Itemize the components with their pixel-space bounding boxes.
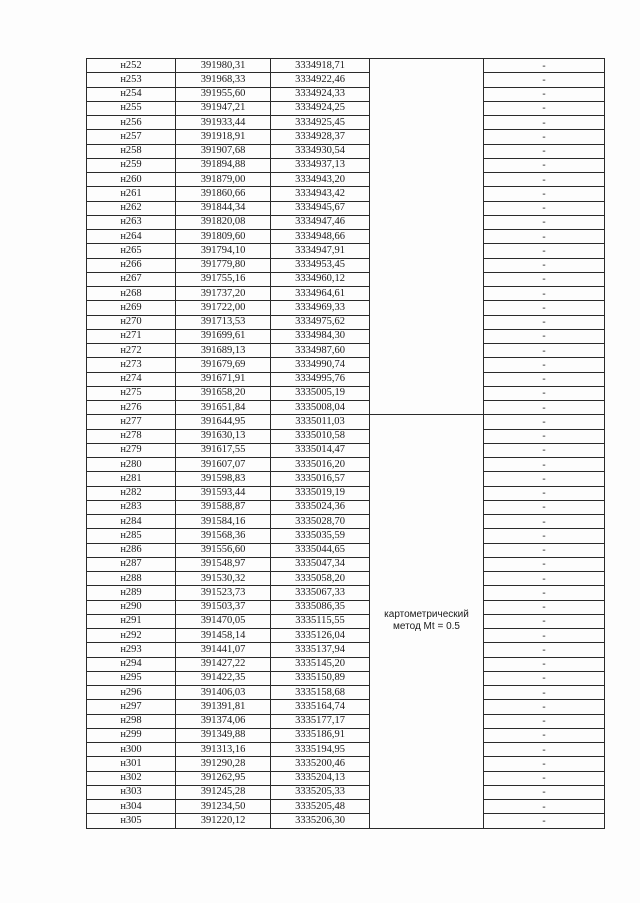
point-name-cell: н279 [87,443,176,457]
point-name-cell: н295 [87,671,176,685]
coordinates-table [86,58,605,829]
accuracy-cell: - [484,614,605,628]
table-row [87,671,605,685]
x-coordinate-cell: 391809,60 [176,230,271,244]
coordinates-table-body [87,59,605,829]
x-coordinate-cell: 391844,34 [176,201,271,215]
table-row [87,101,605,115]
y-coordinate-cell: 3335016,57 [271,472,370,486]
y-coordinate-cell: 3334987,60 [271,344,370,358]
accuracy-cell: - [484,301,605,315]
x-coordinate-cell: 391651,84 [176,401,271,415]
accuracy-cell: - [484,728,605,742]
y-coordinate-cell: 3335115,55 [271,614,370,628]
y-coordinate-cell: 3335044,65 [271,543,370,557]
method-cell-empty [370,59,484,415]
point-name-cell: н292 [87,629,176,643]
x-coordinate-cell: 391617,55 [176,443,271,457]
x-coordinate-cell: 391794,10 [176,244,271,258]
table-row [87,358,605,372]
table-row [87,244,605,258]
y-coordinate-cell: 3335067,33 [271,586,370,600]
x-coordinate-cell: 391220,12 [176,814,271,828]
accuracy-cell: - [484,230,605,244]
x-coordinate-cell: 391568,36 [176,529,271,543]
table-row [87,372,605,386]
point-name-cell: н253 [87,73,176,87]
y-coordinate-cell: 3334943,42 [271,187,370,201]
table-row [87,629,605,643]
table-row [87,158,605,172]
y-coordinate-cell: 3335164,74 [271,700,370,714]
accuracy-cell: - [484,244,605,258]
table-row [87,87,605,101]
table-row [87,130,605,144]
table-row [87,800,605,814]
x-coordinate-cell: 391406,03 [176,686,271,700]
y-coordinate-cell: 3334924,33 [271,87,370,101]
accuracy-cell: - [484,771,605,785]
method-cell [370,415,484,828]
point-name-cell: н299 [87,728,176,742]
x-coordinate-cell: 391548,97 [176,557,271,571]
x-coordinate-cell: 391530,32 [176,572,271,586]
table-row [87,557,605,571]
point-name-cell: н268 [87,287,176,301]
table-row [87,586,605,600]
accuracy-cell: - [484,272,605,286]
point-name-cell: н257 [87,130,176,144]
accuracy-cell: - [484,785,605,799]
y-coordinate-cell: 3335126,04 [271,629,370,643]
point-name-cell: н304 [87,800,176,814]
y-coordinate-cell: 3335086,35 [271,600,370,614]
y-coordinate-cell: 3335137,94 [271,643,370,657]
x-coordinate-cell: 391584,16 [176,515,271,529]
point-name-cell: н277 [87,415,176,429]
point-name-cell: н283 [87,500,176,514]
point-name-cell: н298 [87,714,176,728]
x-coordinate-cell: 391947,21 [176,101,271,115]
y-coordinate-cell: 3334969,33 [271,301,370,315]
y-coordinate-cell: 3335016,20 [271,458,370,472]
accuracy-cell: - [484,657,605,671]
point-name-cell: н270 [87,315,176,329]
accuracy-cell: - [484,700,605,714]
point-name-cell: н271 [87,329,176,343]
table-row [87,144,605,158]
accuracy-cell: - [484,714,605,728]
x-coordinate-cell: 391630,13 [176,429,271,443]
table-row [87,500,605,514]
accuracy-cell: - [484,415,605,429]
accuracy-cell: - [484,101,605,115]
x-coordinate-cell: 391689,13 [176,344,271,358]
x-coordinate-cell: 391422,35 [176,671,271,685]
table-row [87,543,605,557]
accuracy-cell: - [484,443,605,457]
y-coordinate-cell: 3335014,47 [271,443,370,457]
table-row [87,415,605,429]
y-coordinate-cell: 3334937,13 [271,158,370,172]
accuracy-cell: - [484,173,605,187]
table-row [87,59,605,73]
accuracy-cell: - [484,557,605,571]
accuracy-cell: - [484,329,605,343]
point-name-cell: н289 [87,586,176,600]
x-coordinate-cell: 391658,20 [176,386,271,400]
accuracy-cell: - [484,116,605,130]
table-row [87,785,605,799]
point-name-cell: н255 [87,101,176,115]
table-row [87,572,605,586]
table-row [87,643,605,657]
accuracy-cell: - [484,800,605,814]
point-name-cell: н267 [87,272,176,286]
table-row [87,386,605,400]
y-coordinate-cell: 3335150,89 [271,671,370,685]
y-coordinate-cell: 3335011,03 [271,415,370,429]
accuracy-cell: - [484,258,605,272]
y-coordinate-cell: 3334922,46 [271,73,370,87]
y-coordinate-cell: 3334947,46 [271,215,370,229]
x-coordinate-cell: 391860,66 [176,187,271,201]
y-coordinate-cell: 3335206,30 [271,814,370,828]
y-coordinate-cell: 3334943,20 [271,173,370,187]
y-coordinate-cell: 3334995,76 [271,372,370,386]
x-coordinate-cell: 391894,88 [176,158,271,172]
accuracy-cell: - [484,671,605,685]
y-coordinate-cell: 3334925,45 [271,116,370,130]
table-row [87,700,605,714]
accuracy-cell: - [484,472,605,486]
x-coordinate-cell: 391644,95 [176,415,271,429]
y-coordinate-cell: 3334953,45 [271,258,370,272]
y-coordinate-cell: 3335177,17 [271,714,370,728]
point-name-cell: н297 [87,700,176,714]
y-coordinate-cell: 3334947,91 [271,244,370,258]
point-name-cell: н281 [87,472,176,486]
y-coordinate-cell: 3335058,20 [271,572,370,586]
point-name-cell: н274 [87,372,176,386]
point-name-cell: н302 [87,771,176,785]
x-coordinate-cell: 391262,95 [176,771,271,785]
point-name-cell: н276 [87,401,176,415]
accuracy-cell: - [484,87,605,101]
x-coordinate-cell: 391980,31 [176,59,271,73]
x-coordinate-cell: 391290,28 [176,757,271,771]
point-name-cell: н269 [87,301,176,315]
table-row [87,429,605,443]
x-coordinate-cell: 391968,33 [176,73,271,87]
point-name-cell: н300 [87,743,176,757]
table-row [87,443,605,457]
point-name-cell: н256 [87,116,176,130]
accuracy-cell: - [484,757,605,771]
table-row [87,529,605,543]
table-row [87,458,605,472]
point-name-cell: н293 [87,643,176,657]
y-coordinate-cell: 3334924,25 [271,101,370,115]
accuracy-cell: - [484,629,605,643]
accuracy-cell: - [484,158,605,172]
table-row [87,187,605,201]
x-coordinate-cell: 391427,22 [176,657,271,671]
table-row [87,301,605,315]
accuracy-cell: - [484,130,605,144]
x-coordinate-cell: 391679,69 [176,358,271,372]
table-row [87,272,605,286]
accuracy-cell: - [484,386,605,400]
table-row [87,486,605,500]
table-row [87,344,605,358]
y-coordinate-cell: 3334975,62 [271,315,370,329]
table-row [87,230,605,244]
point-name-cell: н290 [87,600,176,614]
point-name-cell: н303 [87,785,176,799]
table-row [87,472,605,486]
point-name-cell: н286 [87,543,176,557]
x-coordinate-cell: 391737,20 [176,287,271,301]
table-row [87,743,605,757]
x-coordinate-cell: 391907,68 [176,144,271,158]
table-row [87,657,605,671]
point-name-cell: н305 [87,814,176,828]
y-coordinate-cell: 3335019,19 [271,486,370,500]
accuracy-cell: - [484,187,605,201]
point-name-cell: н266 [87,258,176,272]
point-name-cell: н288 [87,572,176,586]
y-coordinate-cell: 3334990,74 [271,358,370,372]
y-coordinate-cell: 3334928,37 [271,130,370,144]
y-coordinate-cell: 3334945,67 [271,201,370,215]
point-name-cell: н265 [87,244,176,258]
accuracy-cell: - [484,686,605,700]
point-name-cell: н262 [87,201,176,215]
method-line-1: картометрический [384,609,469,621]
y-coordinate-cell: 3335200,46 [271,757,370,771]
point-name-cell: н291 [87,614,176,628]
point-name-cell: н263 [87,215,176,229]
table-row [87,814,605,828]
x-coordinate-cell: 391879,00 [176,173,271,187]
accuracy-cell: - [484,201,605,215]
y-coordinate-cell: 3335145,20 [271,657,370,671]
accuracy-cell: - [484,358,605,372]
y-coordinate-cell: 3335194,95 [271,743,370,757]
table-row [87,600,605,614]
table-row [87,173,605,187]
table-row [87,686,605,700]
y-coordinate-cell: 3335005,19 [271,386,370,400]
accuracy-cell: - [484,73,605,87]
x-coordinate-cell: 391755,16 [176,272,271,286]
table-row [87,315,605,329]
x-coordinate-cell: 391374,06 [176,714,271,728]
table-row [87,771,605,785]
table-row [87,757,605,771]
accuracy-cell: - [484,287,605,301]
accuracy-cell: - [484,458,605,472]
y-coordinate-cell: 3335204,13 [271,771,370,785]
x-coordinate-cell: 391671,91 [176,372,271,386]
point-name-cell: н254 [87,87,176,101]
x-coordinate-cell: 391391,81 [176,700,271,714]
table-row [87,515,605,529]
table-row [87,614,605,628]
point-name-cell: н296 [87,686,176,700]
accuracy-cell: - [484,814,605,828]
x-coordinate-cell: 391523,73 [176,586,271,600]
y-coordinate-cell: 3334964,61 [271,287,370,301]
table-row [87,116,605,130]
accuracy-cell: - [484,401,605,415]
x-coordinate-cell: 391779,80 [176,258,271,272]
point-name-cell: н260 [87,173,176,187]
y-coordinate-cell: 3335024,36 [271,500,370,514]
accuracy-cell: - [484,215,605,229]
x-coordinate-cell: 391722,00 [176,301,271,315]
accuracy-cell: - [484,144,605,158]
accuracy-cell: - [484,600,605,614]
point-name-cell: н294 [87,657,176,671]
table-row [87,258,605,272]
accuracy-cell: - [484,59,605,73]
y-coordinate-cell: 3335010,58 [271,429,370,443]
y-coordinate-cell: 3335158,68 [271,686,370,700]
point-name-cell: н301 [87,757,176,771]
table-row [87,73,605,87]
y-coordinate-cell: 3335008,04 [271,401,370,415]
point-name-cell: н275 [87,386,176,400]
x-coordinate-cell: 391313,16 [176,743,271,757]
point-name-cell: н252 [87,59,176,73]
x-coordinate-cell: 391699,61 [176,329,271,343]
point-name-cell: н284 [87,515,176,529]
x-coordinate-cell: 391349,88 [176,728,271,742]
y-coordinate-cell: 3335035,59 [271,529,370,543]
table-row [87,287,605,301]
point-name-cell: н278 [87,429,176,443]
accuracy-cell: - [484,643,605,657]
accuracy-cell: - [484,429,605,443]
table-row [87,201,605,215]
x-coordinate-cell: 391820,08 [176,215,271,229]
point-name-cell: н264 [87,230,176,244]
accuracy-cell: - [484,529,605,543]
x-coordinate-cell: 391588,87 [176,500,271,514]
point-name-cell: н258 [87,144,176,158]
accuracy-cell: - [484,344,605,358]
x-coordinate-cell: 391918,91 [176,130,271,144]
point-name-cell: н285 [87,529,176,543]
x-coordinate-cell: 391441,07 [176,643,271,657]
table-row [87,728,605,742]
table-row [87,329,605,343]
accuracy-cell: - [484,515,605,529]
y-coordinate-cell: 3334918,71 [271,59,370,73]
x-coordinate-cell: 391713,53 [176,315,271,329]
accuracy-cell: - [484,572,605,586]
y-coordinate-cell: 3335028,70 [271,515,370,529]
accuracy-cell: - [484,500,605,514]
y-coordinate-cell: 3334960,12 [271,272,370,286]
y-coordinate-cell: 3334948,66 [271,230,370,244]
point-name-cell: н287 [87,557,176,571]
accuracy-cell: - [484,486,605,500]
accuracy-cell: - [484,543,605,557]
y-coordinate-cell: 3334984,30 [271,329,370,343]
x-coordinate-cell: 391593,44 [176,486,271,500]
accuracy-cell: - [484,315,605,329]
point-name-cell: н273 [87,358,176,372]
method-line-2: метод Mt = 0.5 [393,621,460,633]
x-coordinate-cell: 391933,44 [176,116,271,130]
x-coordinate-cell: 391234,50 [176,800,271,814]
point-name-cell: н282 [87,486,176,500]
point-name-cell: н259 [87,158,176,172]
x-coordinate-cell: 391470,05 [176,614,271,628]
y-coordinate-cell: 3335186,91 [271,728,370,742]
table-row [87,215,605,229]
table-row [87,714,605,728]
y-coordinate-cell: 3334930,54 [271,144,370,158]
y-coordinate-cell: 3335205,48 [271,800,370,814]
point-name-cell: н261 [87,187,176,201]
x-coordinate-cell: 391598,83 [176,472,271,486]
accuracy-cell: - [484,586,605,600]
table-row [87,401,605,415]
x-coordinate-cell: 391503,37 [176,600,271,614]
accuracy-cell: - [484,743,605,757]
x-coordinate-cell: 391955,60 [176,87,271,101]
point-name-cell: н272 [87,344,176,358]
x-coordinate-cell: 391458,14 [176,629,271,643]
y-coordinate-cell: 3335205,33 [271,785,370,799]
x-coordinate-cell: 391245,28 [176,785,271,799]
y-coordinate-cell: 3335047,34 [271,557,370,571]
x-coordinate-cell: 391556,60 [176,543,271,557]
point-name-cell: н280 [87,458,176,472]
accuracy-cell: - [484,372,605,386]
x-coordinate-cell: 391607,07 [176,458,271,472]
